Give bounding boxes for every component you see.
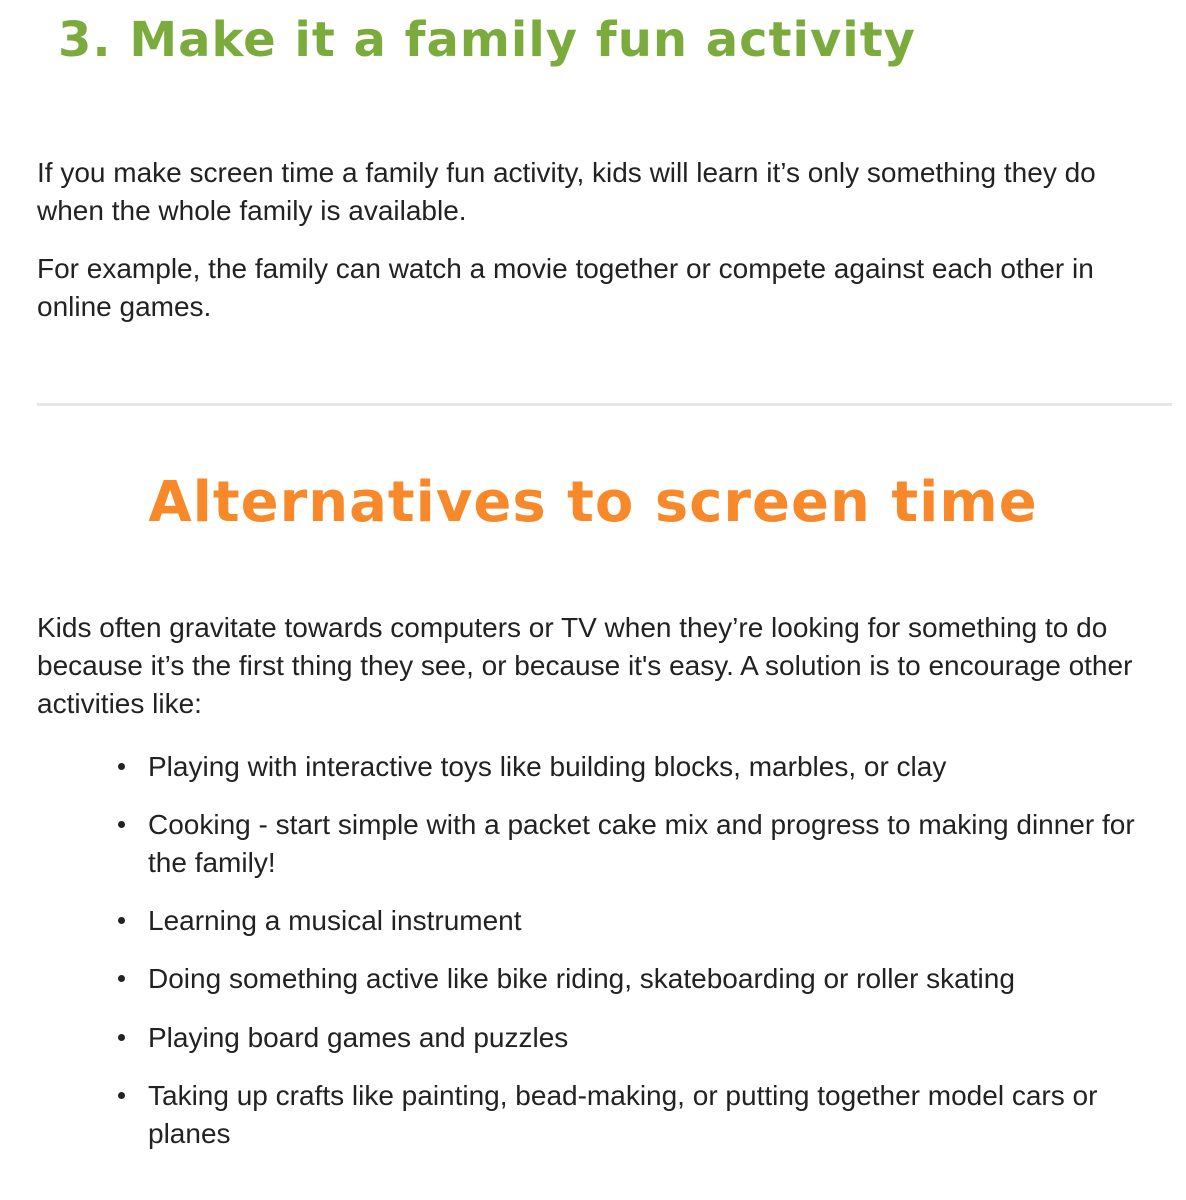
section-paragraph: For example, the family can watch a movie together or compete against each other in online games. (37, 253, 1094, 322)
list-item (148, 1019, 1158, 1057)
list-item-text: Cooking - start simple with a packet cake mix and progress to making dinner for the family! (148, 809, 1135, 878)
bullet-icon (118, 763, 125, 770)
list-item-text: Taking up crafts like painting, bead-making, or putting together model cars or planes (148, 1080, 1098, 1149)
list-item (148, 902, 1158, 940)
list-item (148, 806, 1158, 882)
bullet-icon (118, 1034, 125, 1041)
list-item-text: Playing with interactive toys like building blocks, marbles, or clay (148, 751, 947, 782)
alternatives-heading: Alternatives to screen time (148, 470, 1038, 535)
list-item (148, 960, 1158, 998)
list-item (148, 748, 1158, 786)
bullet-icon (118, 821, 125, 828)
section-heading: 3. Make it a family fun activity (58, 12, 916, 68)
list-item-text: Doing something active like bike riding, skateboarding or roller skating (148, 963, 1015, 994)
section-divider (37, 403, 1172, 406)
bullet-icon (118, 975, 125, 982)
list-item-text: Playing board games and puzzles (148, 1022, 569, 1053)
list-item-text: Learning a musical instrument (148, 905, 522, 936)
bullet-icon (118, 1092, 125, 1099)
section-paragraph: If you make screen time a family fun activity, kids will learn it’s only something they do when the whole family is available. (37, 157, 1096, 226)
alternatives-intro: Kids often gravitate towards computers or TV when they’re looking for something to do because it’s the first thing they see, or because it's easy. A solution is to encourage other activities like: (37, 612, 1133, 719)
list-item (148, 1077, 1158, 1153)
bullet-icon (118, 917, 125, 924)
